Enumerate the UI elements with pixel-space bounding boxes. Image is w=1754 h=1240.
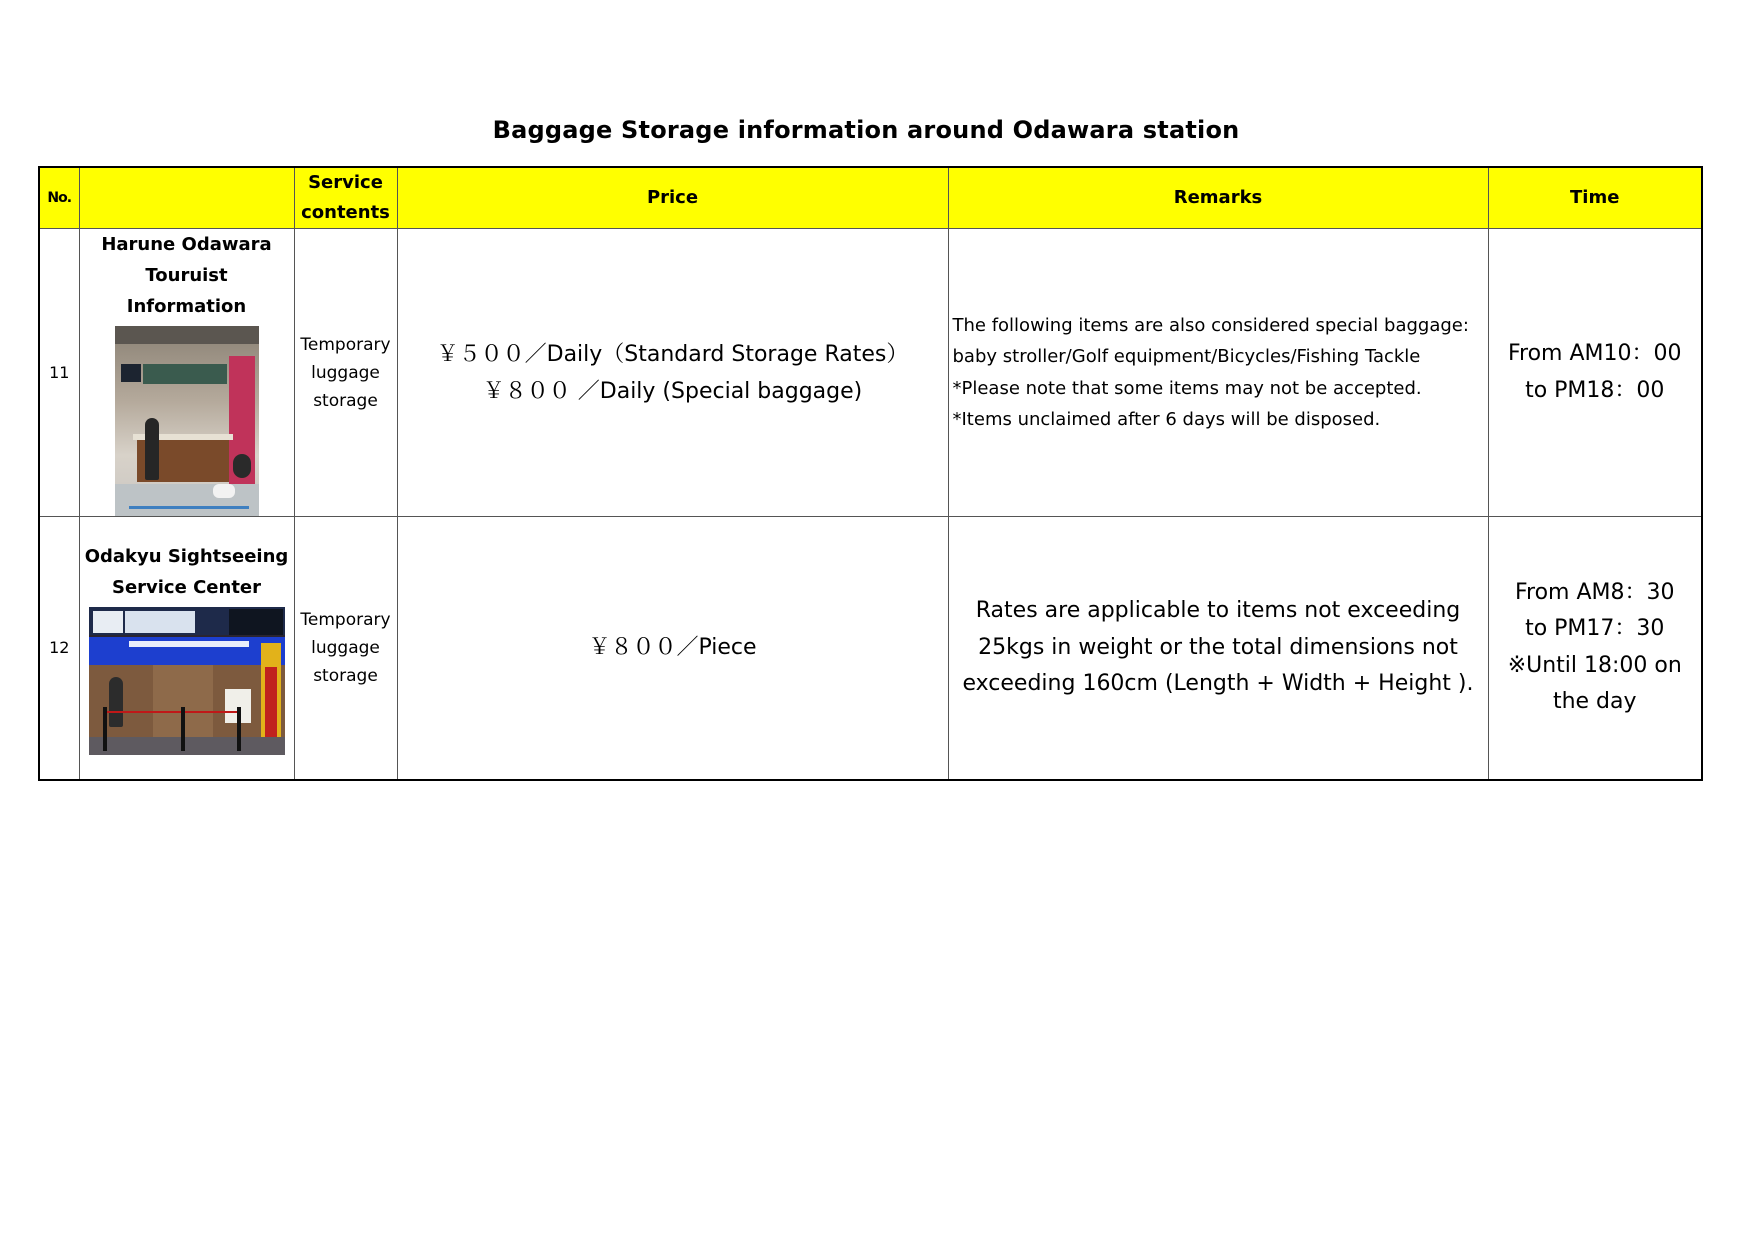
remarks-line2: 25kgs in weight or the total dimensions not — [978, 634, 1458, 660]
remarks-line4: *Items unclaimed after 6 days will be disposed. — [952, 409, 1381, 430]
header-time: Time — [1488, 167, 1702, 229]
time-line3: ※Until 18:00 on — [1507, 652, 1682, 678]
row-number: 12 — [39, 517, 79, 780]
header-no: No. — [39, 167, 79, 229]
place-cell — [79, 517, 294, 780]
service-line3: storage — [313, 390, 378, 411]
header-service-line1: Service — [308, 172, 383, 193]
service-line1: Temporary — [300, 334, 391, 355]
place-cell — [79, 229, 294, 517]
time-cell — [1488, 517, 1702, 780]
table-header-row — [39, 167, 1702, 229]
service-line2: luggage — [311, 362, 380, 383]
tourist-information-desk-photo — [115, 326, 259, 516]
remarks-cell — [948, 229, 1488, 517]
price-line1: ￥８００／Piece — [588, 635, 757, 661]
price-line1: ￥５００／Daily（Standard Storage Rates） — [436, 341, 909, 367]
place-name-line1: Odakyu Sightseeing — [84, 545, 289, 567]
remarks-cell — [948, 517, 1488, 780]
time-cell — [1488, 229, 1702, 517]
time-line4: the day — [1552, 689, 1637, 715]
header-price: Price — [397, 167, 948, 229]
remarks-line3: exceeding 160cm (Length + Width + Height ). — [962, 671, 1474, 696]
sightseeing-service-center-photo — [89, 607, 285, 755]
place-name-line1: Harune Odawara — [101, 234, 272, 255]
time-line1: From AM8：30 — [1514, 579, 1675, 605]
table-row — [39, 229, 1702, 517]
time-line1: From AM10：00 — [1507, 341, 1682, 366]
remarks-line3: *Please note that some items may not be accepted. — [952, 377, 1422, 399]
price-cell — [397, 517, 948, 780]
remarks-line1: The following items are also considered special baggage: — [952, 314, 1469, 336]
service-line2: luggage — [311, 637, 380, 658]
time-line2: to PM17：30 — [1525, 616, 1665, 642]
service-line3: storage — [313, 665, 378, 686]
remarks-line1: Rates are applicable to items not exceeding — [975, 598, 1461, 623]
service-contents-cell — [294, 517, 397, 780]
place-name-line2: Service Center — [111, 576, 262, 598]
remarks-line2: baby stroller/Golf equipment/Bicycles/Fishing Tackle — [952, 346, 1421, 367]
header-service-contents — [294, 167, 397, 229]
price-line2: ￥８００ ／Daily (Special baggage) — [482, 378, 863, 404]
price-cell — [397, 229, 948, 517]
baggage-storage-table — [38, 166, 1703, 781]
service-line1: Temporary — [300, 609, 391, 630]
time-line2: to PM18：00 — [1525, 377, 1665, 403]
row-number: 11 — [39, 229, 79, 517]
table-row — [39, 517, 1702, 780]
place-name-line2: Touruist Information — [126, 265, 247, 317]
page-title: Baggage Storage information around Odawara station — [492, 116, 1240, 144]
header-place — [79, 167, 294, 229]
header-remarks: Remarks — [948, 167, 1488, 229]
service-contents-cell — [294, 229, 397, 517]
header-service-line2: contents — [301, 202, 390, 223]
